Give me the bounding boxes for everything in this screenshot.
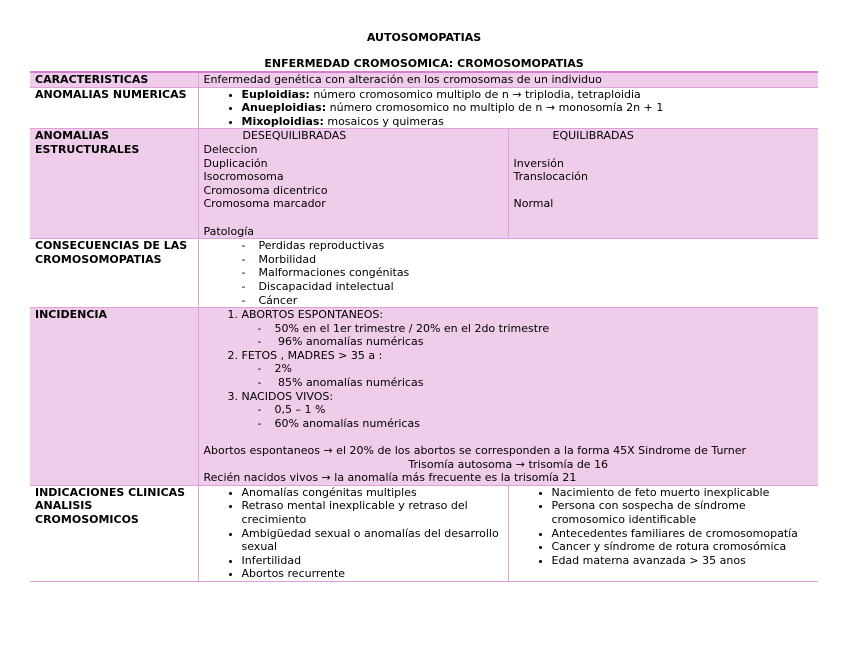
list-item: Duplicación xyxy=(203,156,268,170)
list-item xyxy=(242,115,814,129)
list-item: • Persona con sospecha de síndrome cromosomico identificable xyxy=(552,499,814,526)
list-item: • Edad materna avanzada > 35 anos xyxy=(552,554,814,568)
list-item xyxy=(242,88,814,102)
caracteristicas-text: Enfermedad genética con alteración en los cromosomas de un individuo xyxy=(198,72,818,87)
list-item xyxy=(242,101,814,115)
incidencia-content xyxy=(198,308,818,486)
numericas-content xyxy=(198,87,818,129)
page-subtitle: ENFERMEDAD CROMOSOMICA: CROMOSOMOPATIAS xyxy=(264,57,584,70)
text-mixoploidias: mosaicos y quimeras xyxy=(323,114,444,128)
list-item xyxy=(242,308,814,349)
main-table xyxy=(30,71,818,582)
spacer xyxy=(204,430,814,444)
term-anueploidias: Anueploidias: xyxy=(241,101,327,115)
equilibradas-cell xyxy=(508,129,818,239)
list-item: Cromosoma marcador xyxy=(203,197,326,211)
list-item: - 2% xyxy=(275,362,814,376)
page-title: AUTOSOMOPATIAS xyxy=(366,31,482,44)
desequilibradas-cell xyxy=(198,129,508,239)
desequilibradas-header: DESEQUILIBRADAS xyxy=(242,129,347,143)
list-item: • Anomalías congénitas multiples xyxy=(242,486,503,500)
indicaciones-left xyxy=(198,485,508,581)
note-abortos: Abortos espontaneos → el 20% de los abortos se corresponden a la forma 45X Sindrome de Turner xyxy=(203,444,747,458)
numericas-label: ANOMALIAS NUMERICAS xyxy=(30,87,198,129)
equilibradas-header: EQUILIBRADAS xyxy=(552,129,634,143)
caracteristicas-label: CARACTERISTICAS xyxy=(30,72,198,87)
incidencia-label: INCIDENCIA xyxy=(30,308,198,486)
row-caracteristicas xyxy=(30,72,818,87)
list-item: - Malformaciones congénitas xyxy=(259,266,814,280)
list-item: Cromosoma dicentrico xyxy=(203,183,328,197)
group-title: FETOS , MADRES > 35 a : xyxy=(241,348,383,362)
term-mixoploidias: Mixoploidias: xyxy=(241,114,324,128)
list-item: • Nacimiento de feto muerto inexplicable xyxy=(552,486,814,500)
spacer xyxy=(204,211,503,225)
list-item: - 0,5 – 1 % xyxy=(275,403,814,417)
list-item: - 60% anomalías numéricas xyxy=(275,417,814,431)
indicaciones-label: INDICACIONES CLINICAS ANALISIS CROMOSOMICOS xyxy=(30,485,198,581)
list-item xyxy=(242,349,814,390)
list-item: Isocromosoma xyxy=(203,170,284,184)
group-title: NACIDOS VIVOS: xyxy=(241,389,334,403)
row-estructurales xyxy=(30,129,818,239)
list-item: • Abortos recurrente xyxy=(242,567,503,581)
list-item: • Antecedentes familiares de cromosomopatía xyxy=(552,527,814,541)
note-nacidos: Recién nacidos vivos → la anomalía más frecuente es la trisomía 21 xyxy=(203,471,577,485)
spacer xyxy=(514,184,814,198)
indicaciones-right xyxy=(508,485,818,581)
text-anueploidias: número cromosomico no multiplo de n → monosomía 2n + 1 xyxy=(326,101,664,115)
text-euploidias: número cromosomico multiplo de n → triplodia, tetraploidia xyxy=(309,87,641,101)
list-item: Inversión xyxy=(513,156,565,170)
spacer xyxy=(514,143,814,157)
term-euploidias: Euploidias: xyxy=(241,87,310,101)
list-item: - 96% anomalías numéricas xyxy=(275,335,814,349)
list-item: Patología xyxy=(203,224,254,238)
row-numericas xyxy=(30,87,818,129)
list-item: - Discapacidad intelectual xyxy=(259,280,814,294)
note-trisomia: Trisomía autosoma → trisomía de 16 xyxy=(408,457,609,471)
list-item: - Perdidas reproductivas xyxy=(259,239,814,253)
list-item xyxy=(242,390,814,431)
list-item: • Ambigüedad sexual o anomalías del desarrollo sexual xyxy=(242,527,503,554)
consecuencias-content xyxy=(198,239,818,308)
list-item: Normal xyxy=(513,197,554,211)
list-item: Deleccion xyxy=(203,142,258,156)
list-item: - Morbilidad xyxy=(259,253,814,267)
row-indicaciones xyxy=(30,485,818,581)
list-item: Translocación xyxy=(513,170,588,184)
list-item: • Infertilidad xyxy=(242,554,503,568)
list-item: - Cáncer xyxy=(259,294,814,308)
row-incidencia xyxy=(30,308,818,486)
list-item: • Cancer y síndrome de rotura cromosómica xyxy=(552,540,814,554)
group-title: ABORTOS ESPONTANEOS: xyxy=(241,308,384,322)
list-item: - 50% en el 1er trimestre / 20% en el 2do trimestre xyxy=(275,322,814,336)
consecuencias-label: CONSECUENCIAS DE LAS CROMOSOMOPATIAS xyxy=(30,239,198,308)
list-item: - 85% anomalías numéricas xyxy=(275,376,814,390)
estructurales-label: ANOMALIAS ESTRUCTURALES xyxy=(30,129,198,239)
list-item: • Retraso mental inexplicable y retraso del crecimiento xyxy=(242,499,503,526)
row-consecuencias xyxy=(30,239,818,308)
